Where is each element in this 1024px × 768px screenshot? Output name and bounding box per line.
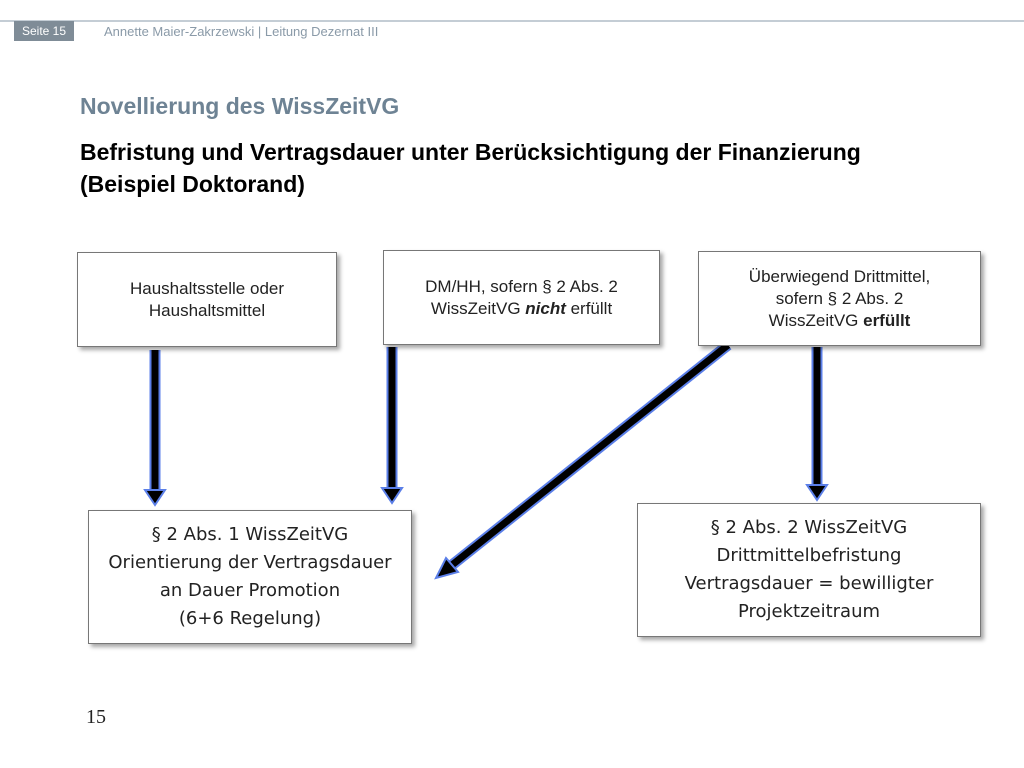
arrow-dmhh-to-abs1 xyxy=(382,347,402,503)
box-haushaltsstelle xyxy=(77,252,337,347)
slide-number: 15 xyxy=(86,706,106,728)
box-drittmittel-line2: sofern § 2 Abs. 2 xyxy=(775,288,904,308)
box-dm-hh xyxy=(383,250,660,345)
box-dm-hh-line2-post: erfüllt xyxy=(565,298,613,318)
box-abs2-line1: § 2 Abs. 2 WissZeitVG xyxy=(710,517,908,538)
author-line: Annette Maier-Zakrzewski | Leitung Dezernat III xyxy=(104,24,379,39)
box-abs1-line1: § 2 Abs. 1 WissZeitVG xyxy=(151,524,349,545)
box-drittmittel-line1: Überwiegend Drittmittel, xyxy=(748,266,931,286)
box-drittmittel-line3 xyxy=(749,310,930,332)
box-abs2-line2: Drittmittelbefristung xyxy=(716,545,902,566)
box-dm-hh-line2-pre: WissZeitVG xyxy=(430,298,526,318)
box-abs2 xyxy=(637,503,981,637)
slide-subtitle: Befristung und Vertragsdauer unter Berücksichtigung der Finanzierung (Beispiel Doktorand) xyxy=(80,139,861,197)
box-abs2-line3: Vertragsdauer = bewilligter xyxy=(684,573,934,594)
box-abs1-line3: an Dauer Promotion xyxy=(159,580,341,601)
box-drittmittel-line3-pre: WissZeitVG xyxy=(768,310,864,330)
arrow-haushalt-to-abs1 xyxy=(145,350,165,505)
page-label: Seite 15 xyxy=(14,21,74,41)
box-dm-hh-line2 xyxy=(425,298,618,320)
box-abs1-line4: (6+6 Regelung) xyxy=(178,608,322,629)
box-dm-hh-nicht: nicht xyxy=(525,298,566,318)
slide-title: Novellierung des WissZeitVG xyxy=(80,93,400,119)
box-drittmittel xyxy=(698,251,981,346)
box-abs1 xyxy=(88,510,412,644)
box-abs2-line4: Projektzeitraum xyxy=(737,601,881,622)
arrow-drittmittel-to-abs2 xyxy=(807,347,827,500)
box-abs1-line2: Orientierung der Vertragsdauer xyxy=(108,552,392,573)
box-dm-hh-line1: DM/HH, sofern § 2 Abs. 2 xyxy=(425,276,618,296)
box-drittmittel-erfuellt: erfüllt xyxy=(863,310,911,330)
box-haushaltsstelle-line2: Haushaltsmittel xyxy=(148,300,266,320)
box-haushaltsstelle-line1: Haushaltsstelle oder xyxy=(129,278,285,298)
